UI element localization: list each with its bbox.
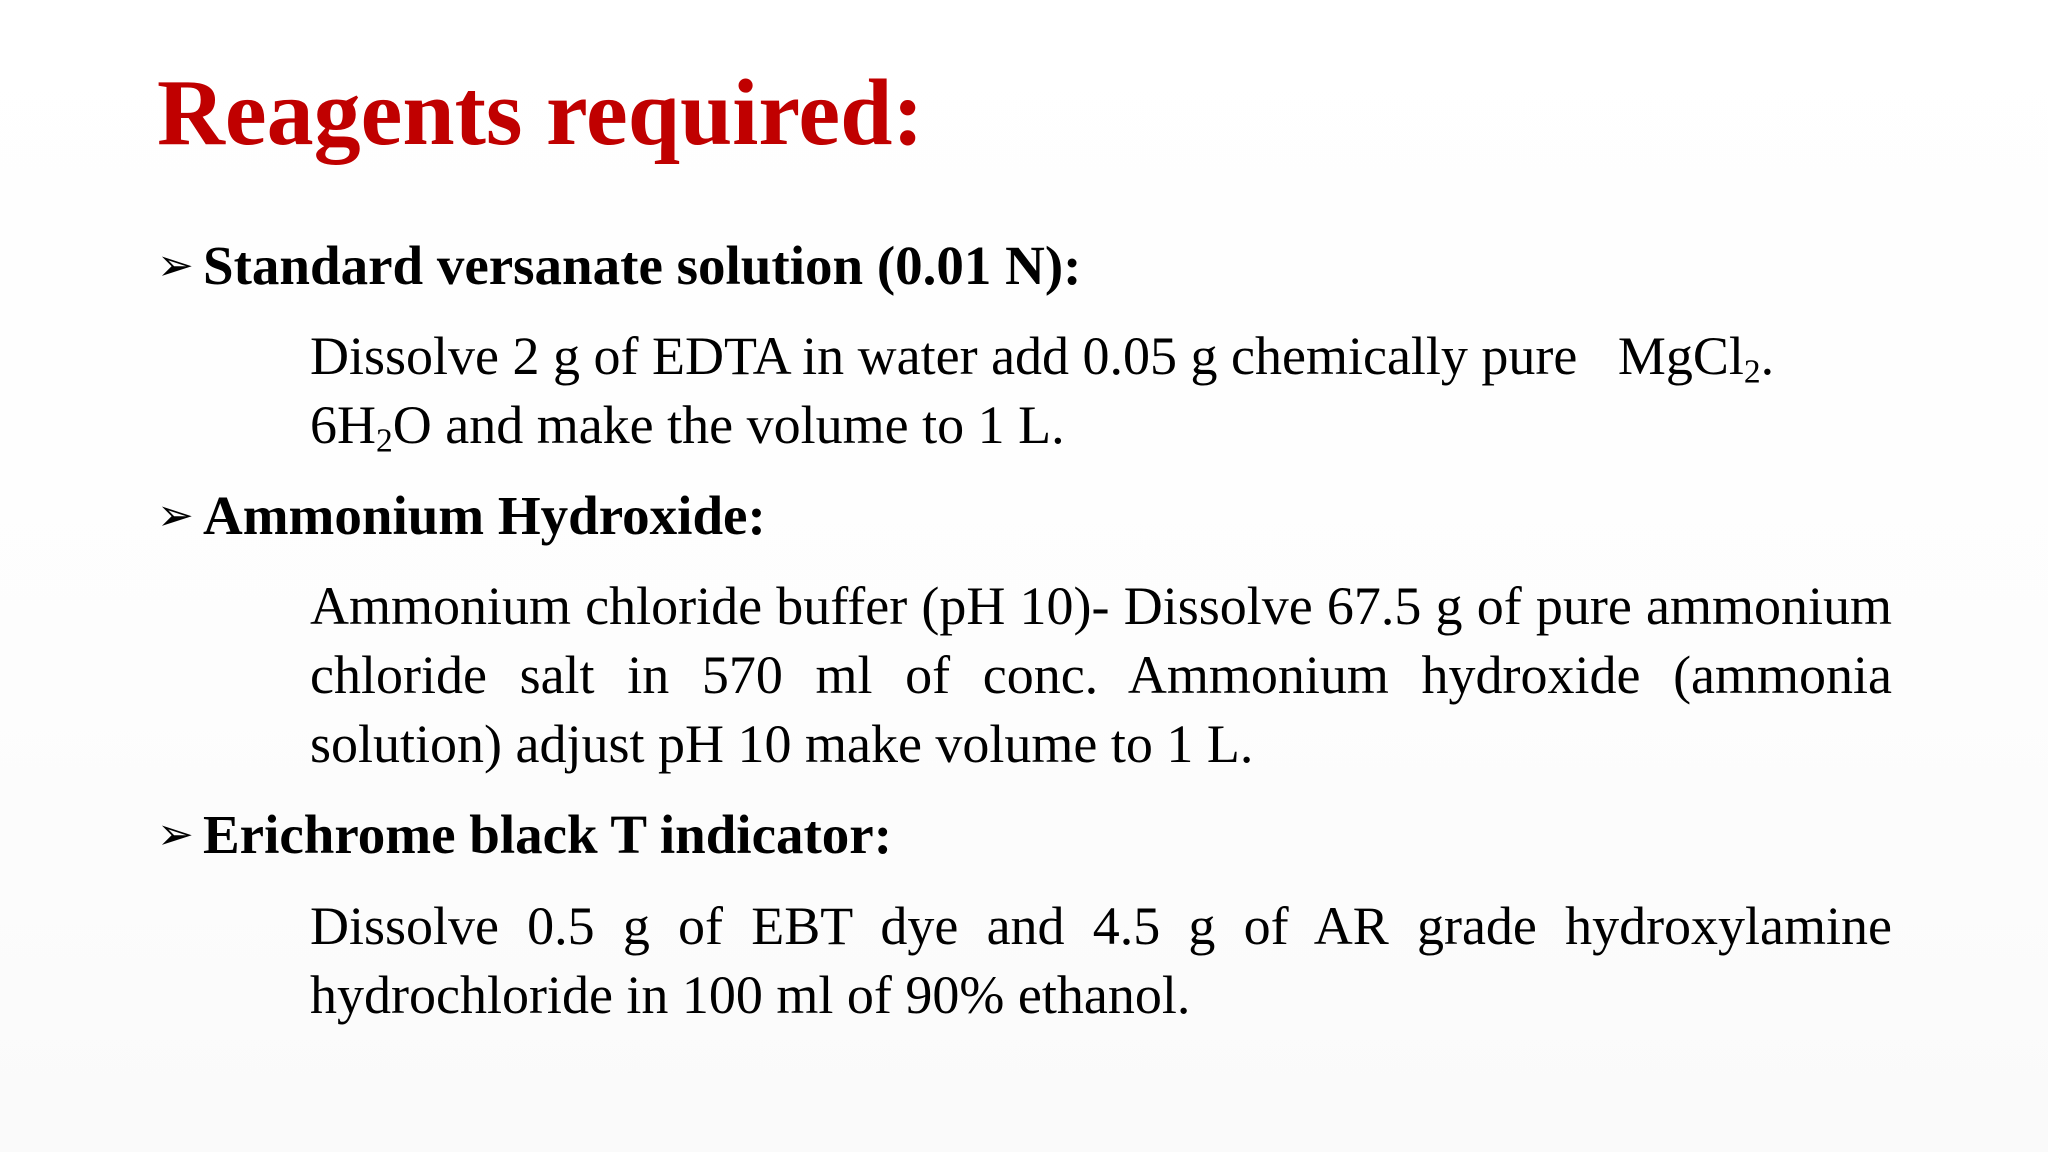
- arrowhead-bullet-icon: ➢: [157, 240, 194, 291]
- body-text-segment: . 6H: [310, 326, 1775, 455]
- section-heading-ammonium-hydroxide: [157, 483, 766, 549]
- subscript: 2: [1743, 353, 1761, 391]
- body-text-segment: Dissolve 2 g of EDTA in water add 0.05 g chemically pure MgCl: [310, 326, 1744, 386]
- arrowhead-bullet-icon: ➢: [157, 490, 194, 541]
- body-text-segment: O and make the volume to 1 L.: [392, 395, 1065, 455]
- section-heading-label: Ammonium Hydroxide:: [203, 485, 766, 546]
- section-heading-ebt-indicator: [157, 802, 892, 868]
- section-heading-label: Erichrome black T indicator:: [203, 804, 893, 865]
- slide-title: Reagents required:: [157, 61, 924, 165]
- subscript: 2: [376, 422, 393, 460]
- section-heading-versanate: [157, 233, 1082, 299]
- section-body-ebt-indicator: Dissolve 0.5 g of EBT dye and 4.5 g of AR grade hydroxylamine hydrochloride in 100 ml of 90% ethanol.: [310, 896, 1892, 1025]
- section-heading-label: Standard versanate solution (0.01 N):: [203, 235, 1082, 296]
- section-body-ammonium-hydroxide: Ammonium chloride buffer (pH 10)- Dissolve 67.5 g of pure ammonium chloride salt in 570 ml of conc. Ammonium hydroxide (ammonia solution) adjust pH 10 make volume to 1 L.: [310, 576, 1892, 774]
- section-body-versanate: [310, 322, 1892, 460]
- arrowhead-bullet-icon: ➢: [157, 809, 194, 860]
